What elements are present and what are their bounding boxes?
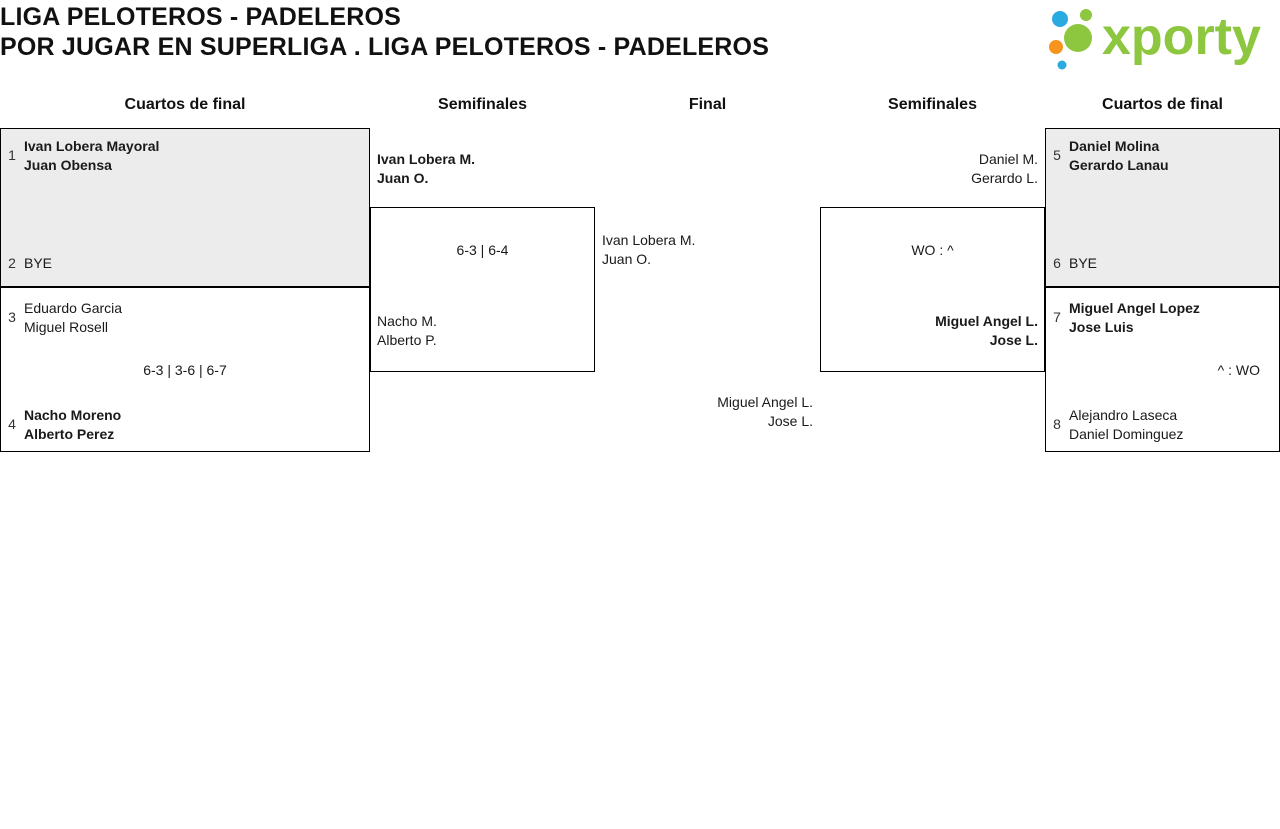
team-right-sf-top	[820, 150, 1038, 188]
team-left-sf-top	[377, 150, 475, 188]
page-title	[0, 2, 769, 62]
player-name: Eduardo Garcia	[24, 300, 123, 316]
player-name: Ivan Lobera M.	[377, 151, 476, 167]
team-left-qf2-bottom	[24, 406, 121, 444]
player-name: Ivan Lobera M.	[602, 232, 696, 248]
player-name: Daniel Molina	[1069, 138, 1160, 154]
player-name: Miguel Angel L.	[935, 313, 1038, 329]
player-name: Jose L.	[989, 332, 1038, 348]
seed-right-qf2-top: 7	[1053, 309, 1061, 325]
team-right-qf2-bottom	[1069, 406, 1183, 444]
player-name: Daniel M.	[978, 151, 1038, 167]
player-name: Ivan Lobera Mayoral	[24, 138, 160, 154]
player-name: Alejandro Laseca	[1069, 407, 1178, 423]
finalist-left	[602, 231, 695, 269]
round-heading-qf-right: Cuartos de final	[1102, 96, 1223, 113]
finalist-right	[598, 393, 813, 431]
score-left-sf: 6-3 | 6-4	[456, 242, 509, 258]
seed-left-qf1-top: 1	[8, 147, 16, 163]
round-heading-qf-left: Cuartos de final	[124, 96, 246, 113]
round-heading-sf-left: Semifinales	[438, 96, 527, 113]
team-left-qf2-top	[24, 299, 122, 337]
player-name: BYE	[24, 255, 53, 271]
player-name: Nacho Moreno	[24, 407, 122, 423]
round-heading-sf-right: Semifinales	[888, 96, 977, 113]
player-name: Gerardo L.	[971, 170, 1038, 186]
seed-right-qf2-bottom: 8	[1053, 416, 1061, 432]
title-line-1: LIGA PELOTEROS - PADELEROS	[0, 3, 402, 31]
player-name: Juan Obensa	[24, 157, 112, 173]
score-right-qf2: ^ : WO	[1217, 362, 1260, 378]
seed-left-qf2-top: 3	[8, 309, 16, 325]
player-name: Gerardo Lanau	[1069, 157, 1169, 173]
player-name: Alberto Perez	[24, 426, 115, 442]
team-left-qf1-top	[24, 137, 159, 175]
player-name: Miguel Angel L.	[717, 394, 813, 410]
round-heading-final: Final	[688, 96, 727, 113]
player-name: BYE	[1069, 255, 1098, 271]
svg-text:xporty: xporty	[1102, 8, 1261, 66]
team-right-qf1-top	[1069, 137, 1169, 175]
team-left-sf-bottom	[377, 312, 437, 350]
player-name: Juan O.	[377, 170, 429, 186]
xporty-logo[interactable]	[1046, 2, 1278, 70]
score-left-qf2: 6-3 | 3-6 | 6-7	[143, 362, 227, 378]
team-right-sf-bottom	[820, 312, 1038, 350]
player-name: Daniel Dominguez	[1069, 426, 1184, 442]
score-right-sf: WO : ^	[911, 242, 954, 258]
player-name: Miguel Angel Lopez	[1069, 300, 1200, 316]
player-name: Nacho M.	[377, 313, 437, 329]
team-left-qf1-bottom	[24, 254, 52, 273]
player-name: Jose L.	[767, 413, 813, 429]
seed-left-qf2-bottom: 4	[8, 416, 16, 432]
player-name: Alberto P.	[377, 332, 437, 348]
page-header	[0, 0, 1280, 72]
seed-left-qf1-bottom: 2	[8, 255, 16, 271]
seed-right-qf1-bottom: 6	[1053, 255, 1061, 271]
player-name: Juan O.	[602, 251, 652, 267]
player-name: Jose Luis	[1069, 319, 1134, 335]
team-right-qf1-bottom	[1069, 254, 1097, 273]
seed-right-qf1-top: 5	[1053, 147, 1061, 163]
title-line-2: POR JUGAR EN SUPERLIGA . LIGA PELOTEROS - PADELEROS	[0, 33, 770, 61]
player-name: Miguel Rosell	[24, 319, 109, 335]
team-right-qf2-top	[1069, 299, 1200, 337]
